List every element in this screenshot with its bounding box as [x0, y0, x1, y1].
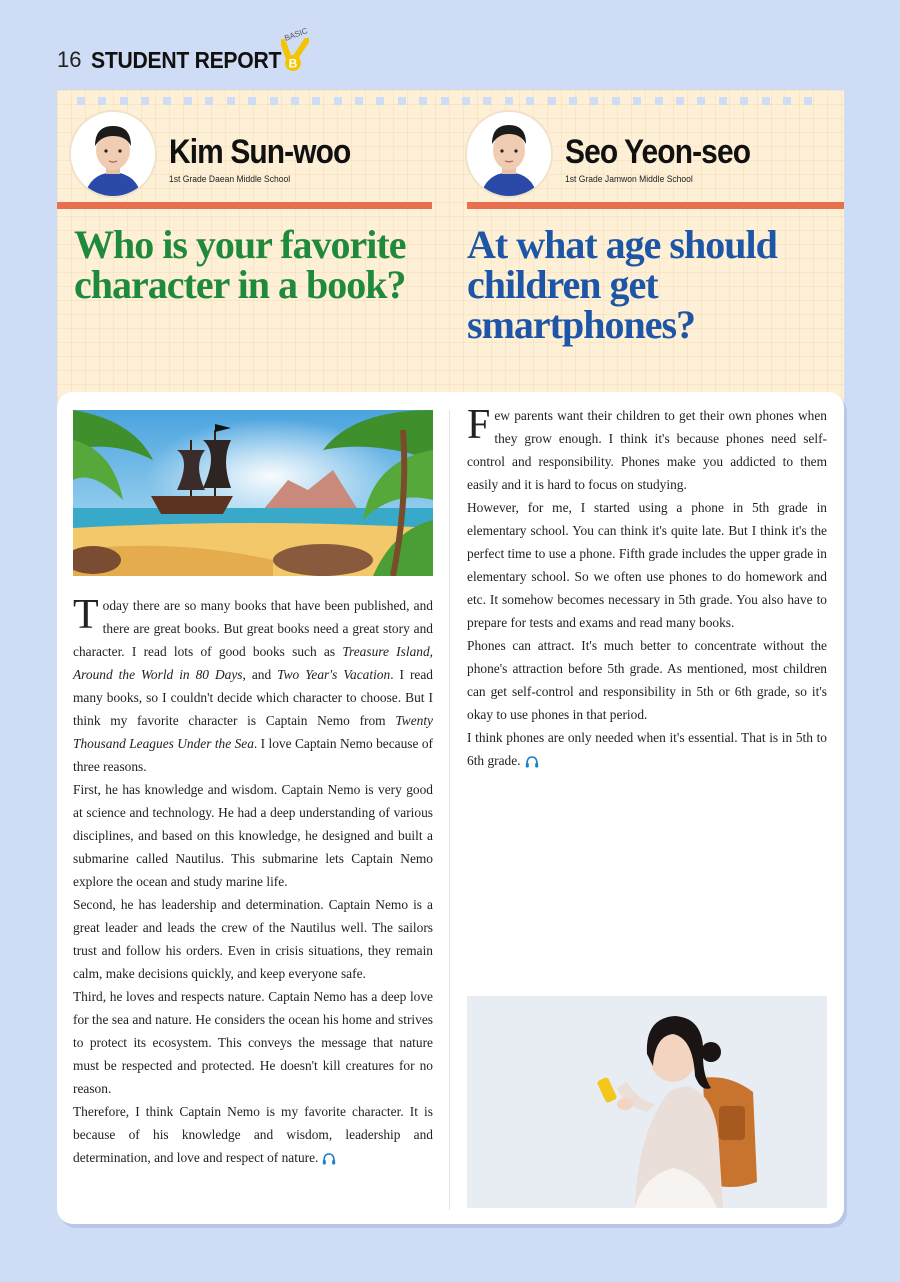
binder-hole: [655, 97, 663, 105]
headphones-icon[interactable]: [322, 1153, 336, 1165]
profile-seo: [465, 110, 775, 198]
paragraph-text: Therefore, I think Captain Nemo is my favorite character. It is because of his knowledge and wisdom, leadership and determination, and love and respect of nature.: [73, 1104, 433, 1165]
student-portrait-icon: [467, 112, 551, 196]
avatar-kim: [69, 110, 157, 198]
binder-hole: [77, 97, 85, 105]
paragraph-text: ew parents want their children to get their own phones when they grow enough. I think it's because phones need self-control and responsibility. Phones make you addicted to them easily and it is hard to focus on studying.: [467, 408, 827, 492]
binder-hole: [163, 97, 171, 105]
binder-hole: [270, 97, 278, 105]
binder-hole: [419, 97, 427, 105]
binder-hole: [762, 97, 770, 105]
section-title: STUDENT REPORT: [91, 46, 282, 73]
question-title-right: At what age should children get smartphones?: [467, 222, 777, 347]
student-school: 1st Grade Daean Middle School: [169, 174, 291, 185]
binder-hole: [334, 97, 342, 105]
student-portrait-icon: [71, 112, 155, 196]
book-title: Treasure Island, Around the World in 80 Days: [73, 644, 434, 682]
badge-label: BASIC: [283, 26, 309, 43]
binder-hole: [612, 97, 620, 105]
paragraph-text: Third, he loves and respects nature. Captain Nemo has a deep love for the sea and nature. He considers the ocean his home and strives to protect its ecosystem. This conveys the message that nature must be respected and protected. He doesn't kill creatures for no reason.: [73, 989, 433, 1096]
paragraph-text: Phones can attract. It's much better to concentrate without the phone's attraction before 5th grade. As mentioned, most children can get self-control and responsibility in 5th or 6th grade, so it's okay to use phones in that period.: [467, 638, 827, 722]
binder-hole: [483, 97, 491, 105]
binder-hole: [120, 97, 128, 105]
paragraph-text: However, for me, I started using a phone in 5th grade in elementary school. You can think it's quite late. But I think it's the perfect time to use a phone. Fifth grade includes the upper grade in elementary school. So we often use phones to do homework and etc. It somehow becomes necessary in 5th grade. You also have to prepare for tests and exams and read many books.: [467, 500, 827, 630]
paragraph: [467, 496, 827, 634]
binder-hole: [227, 97, 235, 105]
paragraph: [467, 634, 827, 726]
binder-hole: [376, 97, 384, 105]
binder-holes: [77, 97, 812, 105]
headphones-icon[interactable]: [525, 756, 539, 768]
binder-hole: [697, 97, 705, 105]
binder-hole: [441, 97, 449, 105]
student-name: Seo Yeon-seo: [565, 133, 751, 171]
binder-hole: [526, 97, 534, 105]
paragraph: [73, 778, 433, 893]
binder-hole: [719, 97, 727, 105]
avatar-seo: [465, 110, 553, 198]
paragraph-text: I think phones are only needed when it's essential. That is in 5th to 6th grade.: [467, 730, 827, 768]
book-title: Two Year's Vacation: [277, 667, 391, 682]
book-title: Twenty Thousand Leagues Under the Sea: [73, 713, 433, 751]
paragraph: [467, 404, 827, 496]
header-panel: [57, 90, 844, 430]
badge-letter: B: [288, 56, 298, 71]
paragraph: [73, 985, 433, 1100]
student-school: 1st Grade Jamwon Middle School: [565, 174, 693, 185]
binder-hole: [569, 97, 577, 105]
binder-hole: [355, 97, 363, 105]
binder-hole: [98, 97, 106, 105]
drop-cap: T: [73, 592, 99, 638]
paragraph-text: . I read many books, so I couldn't decide which character to choose. But I think my favorite character is Captain Nemo from: [73, 667, 433, 728]
article-body-right: [467, 404, 827, 772]
question-title-left: Who is your favorite character in a book?: [74, 222, 406, 307]
drop-cap: F: [467, 402, 491, 448]
paragraph-text: Second, he has leadership and determination. Captain Nemo is a great leader and leads the crew of the Nautilus well. The sailors trust and follow his orders. Even in crisis situations, they remain calm, make decisions quickly, and keep everyone safe.: [73, 897, 433, 981]
pirate-ship-illustration: [73, 410, 433, 576]
binder-hole: [548, 97, 556, 105]
binder-hole: [462, 97, 470, 105]
paragraph: [73, 1100, 433, 1169]
binder-hole: [205, 97, 213, 105]
binder-hole: [505, 97, 513, 105]
binder-hole: [633, 97, 641, 105]
paragraph-text: , and: [242, 667, 278, 682]
binder-hole: [291, 97, 299, 105]
basic-badge: [278, 26, 312, 76]
divider-rule: [467, 202, 844, 209]
paragraph-text: oday there are so many books that have been published, and there are great books. But great books need a great story and character. I read lots of good books such as: [73, 598, 433, 659]
article-body-left: [73, 594, 433, 1169]
paragraph: [73, 594, 433, 778]
paragraph: [73, 893, 433, 985]
girl-with-smartphone-photo: [467, 996, 827, 1208]
binder-hole: [398, 97, 406, 105]
binder-hole: [804, 97, 812, 105]
page-number: 16: [57, 47, 82, 72]
binder-hole: [184, 97, 192, 105]
paragraph: [467, 726, 827, 772]
paragraph-text: . I love Captain Nemo because of three reasons.: [73, 736, 433, 774]
content-card: [57, 392, 844, 1224]
binder-hole: [248, 97, 256, 105]
binder-hole: [783, 97, 791, 105]
binder-hole: [676, 97, 684, 105]
paragraph-text: First, he has knowledge and wisdom. Captain Nemo is very good at science and technology. He had a deep understanding of various disciplines, and based on this knowledge, he designed and built a submarine called Nautilus. This submarine lets Captain Nemo explore the ocean and study marine life.: [73, 782, 433, 889]
student-name: Kim Sun-woo: [169, 133, 351, 171]
profile-kim: [69, 110, 375, 198]
divider-rule: [57, 202, 432, 209]
page-header: [57, 26, 309, 80]
column-divider: [449, 410, 450, 1210]
binder-hole: [590, 97, 598, 105]
binder-hole: [312, 97, 320, 105]
binder-hole: [740, 97, 748, 105]
binder-hole: [141, 97, 149, 105]
badge-check-icon: [281, 38, 309, 74]
